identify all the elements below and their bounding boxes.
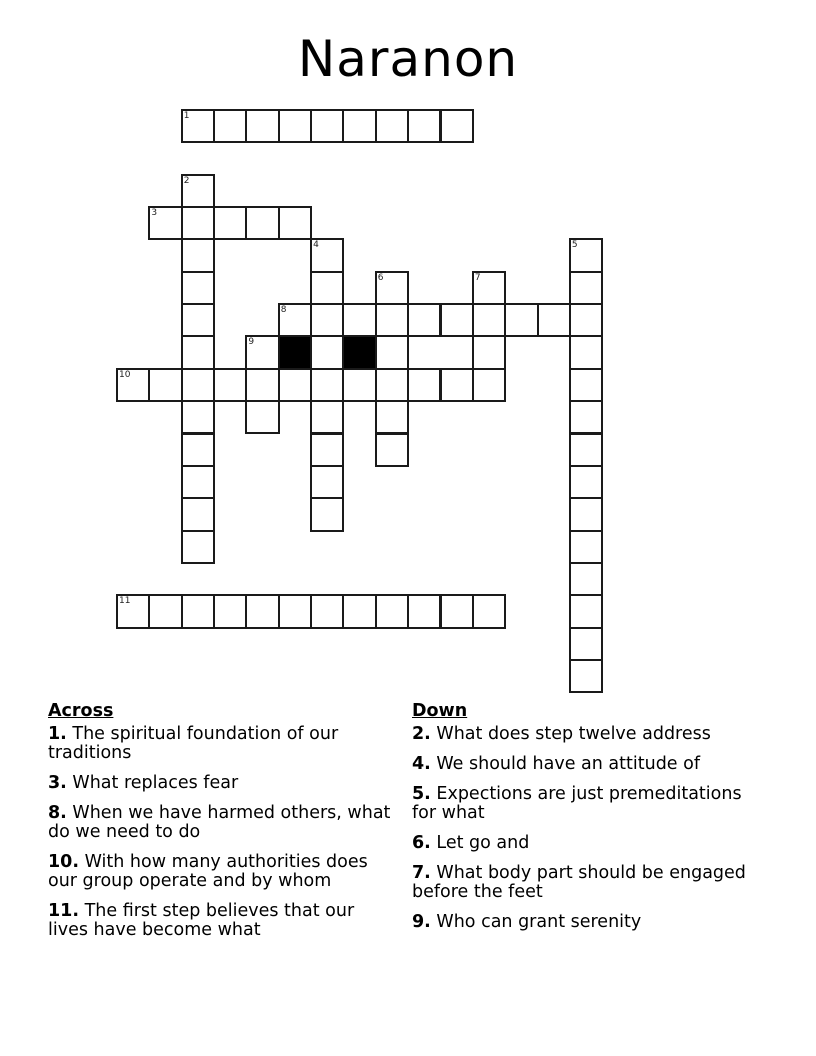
grid-cell[interactable]	[504, 303, 538, 337]
grid-cell[interactable]	[472, 368, 506, 402]
clue-number: 2.	[412, 724, 431, 744]
grid-cell[interactable]	[310, 368, 344, 402]
grid-cell[interactable]	[569, 465, 603, 499]
grid-cell[interactable]	[375, 368, 409, 402]
clue-across-10	[48, 853, 398, 891]
clue-text: Who can grant serenity	[436, 912, 642, 932]
grid-cell[interactable]	[569, 497, 603, 531]
grid-cell[interactable]	[310, 238, 344, 272]
grid-cell[interactable]	[375, 271, 409, 305]
grid-cell[interactable]	[181, 174, 215, 208]
grid-cell[interactable]	[181, 271, 215, 305]
grid-cell[interactable]	[375, 594, 409, 628]
black-cell	[342, 335, 376, 369]
grid-cell[interactable]	[375, 433, 409, 467]
clue-number: 6.	[412, 833, 431, 853]
grid-cell[interactable]	[278, 303, 312, 337]
grid-cell[interactable]	[569, 238, 603, 272]
grid-cell[interactable]	[181, 303, 215, 337]
across-clues	[48, 702, 398, 951]
grid-cell[interactable]	[181, 465, 215, 499]
grid-cell[interactable]	[569, 271, 603, 305]
cell-number: 7	[474, 272, 481, 283]
grid-cell[interactable]	[472, 594, 506, 628]
grid-cell[interactable]	[310, 303, 344, 337]
grid-cell[interactable]	[181, 368, 215, 402]
grid-cell[interactable]	[569, 303, 603, 337]
clue-text: Let go and	[436, 833, 530, 853]
grid-cell[interactable]	[472, 303, 506, 337]
grid-cell[interactable]	[310, 335, 344, 369]
grid-cell[interactable]	[181, 335, 215, 369]
clue-number: 3.	[48, 773, 67, 793]
clue-number: 4.	[412, 754, 431, 774]
clue-text: The spiritual foundation of our traditions	[48, 724, 339, 763]
clue-across-1	[48, 725, 398, 763]
down-clues	[412, 702, 762, 943]
clue-down-7	[412, 864, 762, 902]
clue-text: What does step twelve address	[436, 724, 711, 744]
clue-across-3	[48, 774, 398, 793]
grid-cell[interactable]	[181, 109, 215, 143]
grid-cell[interactable]	[278, 109, 312, 143]
clue-text: With how many authorities does our group operate and by whom	[48, 852, 368, 891]
cell-number: 1	[183, 111, 190, 121]
clue-down-6	[412, 834, 762, 853]
cell-number: 9	[248, 337, 255, 348]
grid-cell[interactable]	[375, 109, 409, 143]
clue-text: What body part should be engaged before the feet	[412, 863, 746, 902]
grid-cell[interactable]	[342, 109, 376, 143]
grid-cell[interactable]	[569, 530, 603, 564]
clue-down-4	[412, 755, 762, 774]
grid-cell[interactable]	[342, 368, 376, 402]
black-cell	[278, 335, 312, 369]
grid-cell[interactable]	[375, 400, 409, 434]
grid-cell[interactable]	[245, 335, 279, 369]
grid-cell[interactable]	[407, 594, 441, 628]
clue-across-8	[48, 804, 398, 842]
clue-number: 5.	[412, 784, 431, 804]
cell-number: 3	[151, 208, 158, 219]
grid-cell[interactable]	[213, 368, 247, 402]
grid-cell[interactable]	[310, 594, 344, 628]
clue-down-9	[412, 913, 762, 932]
grid-cell[interactable]	[569, 335, 603, 369]
grid-cell[interactable]	[148, 206, 182, 240]
grid-cell[interactable]	[407, 109, 441, 143]
grid-cell[interactable]	[569, 400, 603, 434]
cell-number: 11	[119, 596, 131, 607]
grid-cell[interactable]	[472, 335, 506, 369]
clue-down-2	[412, 725, 762, 744]
grid-cell[interactable]	[116, 368, 150, 402]
grid-cell[interactable]	[342, 303, 376, 337]
grid-cell[interactable]	[213, 594, 247, 628]
grid-cell[interactable]	[181, 530, 215, 564]
clue-number: 11.	[48, 901, 80, 921]
grid-cell[interactable]	[148, 368, 182, 402]
grid-cell[interactable]	[310, 271, 344, 305]
cell-number: 6	[377, 272, 384, 283]
grid-cell[interactable]	[278, 594, 312, 628]
clue-text: Expections are just premeditations for what	[412, 784, 742, 823]
grid-cell[interactable]	[569, 594, 603, 628]
grid-cell[interactable]	[181, 594, 215, 628]
grid-cell[interactable]	[245, 400, 279, 434]
grid-cell[interactable]	[569, 368, 603, 402]
grid-cell[interactable]	[537, 303, 571, 337]
grid-cell[interactable]	[181, 206, 215, 240]
grid-cell[interactable]	[310, 400, 344, 434]
grid-cell[interactable]	[440, 368, 474, 402]
grid-cell[interactable]	[181, 497, 215, 531]
grid-cell[interactable]	[375, 303, 409, 337]
grid-cell[interactable]	[278, 206, 312, 240]
grid-cell[interactable]	[116, 594, 150, 628]
grid-cell[interactable]	[407, 368, 441, 402]
grid-cell[interactable]	[310, 433, 344, 467]
grid-cell[interactable]	[569, 659, 603, 693]
clue-down-5	[412, 785, 762, 823]
cell-number: 2	[183, 175, 190, 186]
clue-text: When we have harmed others, what do we need to do	[48, 803, 391, 842]
grid-cell[interactable]	[440, 303, 474, 337]
cell-number: 8	[280, 305, 287, 316]
cell-number: 4	[313, 240, 319, 251]
grid-cell[interactable]	[310, 497, 344, 531]
puzzle-title: Naranon	[297, 30, 519, 88]
grid-cell[interactable]	[342, 594, 376, 628]
grid-cell[interactable]	[472, 271, 506, 305]
grid-cell[interactable]	[310, 109, 344, 143]
clue-text: We should have an attitude of	[436, 754, 700, 774]
grid-cell[interactable]	[375, 335, 409, 369]
clue-across-11	[48, 902, 398, 940]
grid-cell[interactable]	[569, 627, 603, 661]
grid-cell[interactable]	[278, 368, 312, 402]
clue-number: 8.	[48, 803, 67, 823]
grid-cell[interactable]	[213, 109, 247, 143]
grid-cell[interactable]	[440, 109, 474, 143]
grid-cell[interactable]	[148, 594, 182, 628]
clue-text: The first step believes that our lives have become what	[48, 901, 355, 940]
grid-cell[interactable]	[245, 368, 279, 402]
clue-number: 1.	[48, 724, 67, 744]
clue-number: 9.	[412, 912, 431, 932]
clue-text: What replaces fear	[72, 773, 239, 793]
grid-cell[interactable]	[310, 465, 344, 499]
grid-cell[interactable]	[181, 238, 215, 272]
grid-cell[interactable]	[245, 594, 279, 628]
grid-cell[interactable]	[569, 562, 603, 596]
grid-cell[interactable]	[245, 109, 279, 143]
grid-cell[interactable]	[569, 433, 603, 467]
clue-number: 7.	[412, 863, 431, 883]
grid-cell[interactable]	[181, 433, 215, 467]
across-heading: Across	[48, 701, 114, 721]
cell-number: 10	[119, 369, 131, 380]
clue-number: 10.	[48, 852, 80, 872]
grid-cell[interactable]	[181, 400, 215, 434]
grid-cell[interactable]	[440, 594, 474, 628]
grid-cell[interactable]	[213, 206, 247, 240]
down-heading: Down	[412, 701, 468, 721]
grid-cell[interactable]	[245, 206, 279, 240]
grid-cell[interactable]	[407, 303, 441, 337]
cell-number: 5	[571, 240, 578, 251]
